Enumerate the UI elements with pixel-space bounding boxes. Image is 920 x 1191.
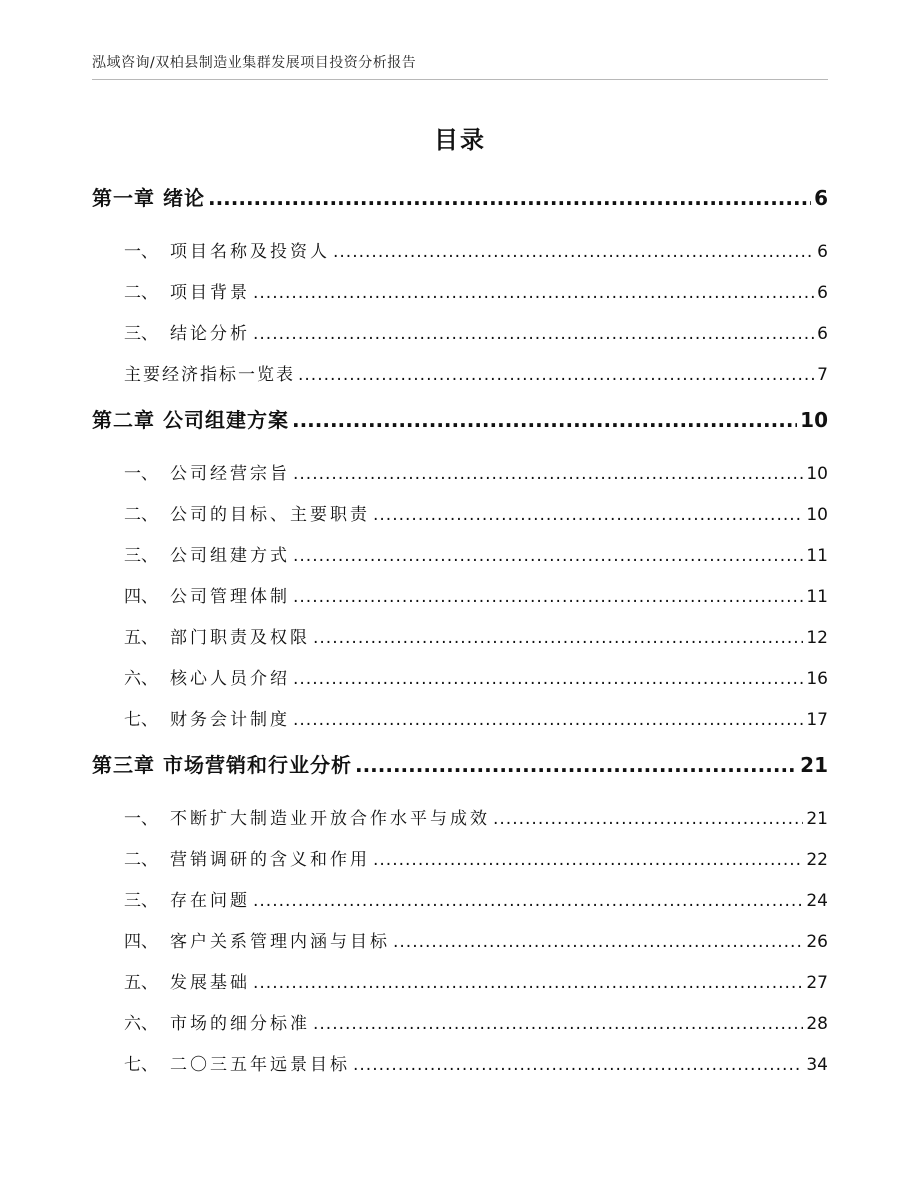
toc-entry-number: 六、 bbox=[124, 669, 158, 689]
toc-entry-text: 公司的目标、主要职责 bbox=[170, 505, 370, 525]
toc-chapter-label: 第二章 公司组建方案 bbox=[92, 408, 289, 432]
toc-dot-leader bbox=[293, 659, 803, 700]
toc-dot-leader bbox=[293, 577, 803, 618]
toc-dot-leader bbox=[333, 232, 814, 273]
toc-entry-text: 存在问题 bbox=[170, 891, 250, 911]
toc-entry-number: 二、 bbox=[124, 283, 158, 303]
toc-entry[interactable] bbox=[92, 659, 828, 700]
toc-entry-text: 项目名称及投资人 bbox=[170, 242, 330, 262]
toc-entry-number: 三、 bbox=[124, 324, 158, 344]
toc-page-number: 24 bbox=[806, 891, 828, 911]
toc-page-number: 21 bbox=[806, 809, 828, 829]
toc-chapter-2[interactable] bbox=[92, 402, 828, 438]
toc-page-number: 17 bbox=[806, 710, 828, 730]
toc-entry-text: 结论分析 bbox=[170, 324, 250, 344]
toc-dot-leader bbox=[253, 881, 803, 922]
toc-dot-leader bbox=[292, 402, 797, 438]
toc-entry-text: 客户关系管理内涵与目标 bbox=[170, 932, 390, 952]
toc-dot-leader bbox=[293, 536, 803, 577]
toc-dot-leader bbox=[253, 273, 814, 314]
toc-entry-text: 公司管理体制 bbox=[170, 587, 290, 607]
toc-entry[interactable] bbox=[92, 618, 828, 659]
toc-page-number: 26 bbox=[806, 932, 828, 952]
toc-dot-leader bbox=[293, 454, 803, 495]
toc-entry[interactable] bbox=[92, 881, 828, 922]
toc-entry-number: 五、 bbox=[124, 628, 158, 648]
toc-entry[interactable] bbox=[92, 273, 828, 314]
toc-page-number: 6 bbox=[817, 242, 828, 262]
toc-entry[interactable] bbox=[92, 963, 828, 1004]
toc-entry[interactable] bbox=[92, 232, 828, 273]
toc-page-number: 6 bbox=[817, 324, 828, 344]
toc-page-number: 6 bbox=[817, 283, 828, 303]
toc-dot-leader bbox=[313, 618, 803, 659]
toc-entry[interactable] bbox=[92, 536, 828, 577]
toc-entry-text: 不断扩大制造业开放合作水平与成效 bbox=[170, 809, 490, 829]
toc-entry[interactable] bbox=[92, 700, 828, 741]
toc-page-number: 11 bbox=[806, 587, 828, 607]
toc-entry-text: 财务会计制度 bbox=[170, 710, 290, 730]
toc-dot-leader bbox=[253, 963, 803, 1004]
toc-page-number: 6 bbox=[814, 186, 828, 210]
toc-dot-leader bbox=[253, 314, 814, 355]
toc-title: 目录 bbox=[434, 126, 486, 154]
toc-dot-leader bbox=[373, 840, 803, 881]
toc-entry[interactable] bbox=[92, 1045, 828, 1086]
toc-page-number: 21 bbox=[800, 753, 828, 777]
toc-entry[interactable] bbox=[92, 314, 828, 355]
toc-entry[interactable] bbox=[92, 840, 828, 881]
toc-entry-number: 一、 bbox=[124, 242, 158, 262]
toc-entry-number: 五、 bbox=[124, 973, 158, 993]
toc-entry[interactable] bbox=[92, 1004, 828, 1045]
toc-dot-leader bbox=[298, 355, 814, 396]
toc-entry-number: 一、 bbox=[124, 464, 158, 484]
toc-dot-leader bbox=[313, 1004, 803, 1045]
toc-entry[interactable] bbox=[92, 454, 828, 495]
toc-dot-leader bbox=[353, 1045, 803, 1086]
toc-entry-number: 一、 bbox=[124, 809, 158, 829]
toc-entry-text: 二〇三五年远景目标 bbox=[170, 1055, 350, 1075]
toc-dot-leader bbox=[373, 495, 803, 536]
toc-entry-number: 二、 bbox=[124, 850, 158, 870]
toc-chapter-label: 第一章 绪论 bbox=[92, 186, 205, 210]
toc-page-number: 16 bbox=[806, 669, 828, 689]
toc-entry-text: 核心人员介绍 bbox=[170, 669, 290, 689]
toc-entry[interactable] bbox=[92, 922, 828, 963]
toc-entry[interactable] bbox=[92, 355, 828, 396]
toc-entry-text: 公司经营宗旨 bbox=[170, 464, 290, 484]
toc-dot-leader bbox=[393, 922, 803, 963]
page-header: 泓域咨询/双柏县制造业集群发展项目投资分析报告 bbox=[92, 55, 417, 71]
toc-entry-text: 公司组建方式 bbox=[170, 546, 290, 566]
toc-page-number: 22 bbox=[806, 850, 828, 870]
toc-dot-leader bbox=[493, 799, 803, 840]
toc-page-number: 7 bbox=[817, 365, 828, 385]
toc-page-number: 11 bbox=[806, 546, 828, 566]
toc-entry-number: 六、 bbox=[124, 1014, 158, 1034]
toc-entry-number: 三、 bbox=[124, 891, 158, 911]
toc-page-number: 27 bbox=[806, 973, 828, 993]
toc-entry[interactable] bbox=[92, 577, 828, 618]
toc-chapter-1[interactable] bbox=[92, 180, 828, 216]
toc-chapter-label: 第三章 市场营销和行业分析 bbox=[92, 753, 352, 777]
toc-page-number: 12 bbox=[806, 628, 828, 648]
toc-page-number: 28 bbox=[806, 1014, 828, 1034]
toc-chapter-3[interactable] bbox=[92, 747, 828, 783]
toc-entry-text: 部门职责及权限 bbox=[170, 628, 310, 648]
toc-dot-leader bbox=[293, 700, 803, 741]
header-divider bbox=[92, 79, 828, 80]
toc-dot-leader bbox=[355, 747, 797, 783]
toc-entry-text: 营销调研的含义和作用 bbox=[170, 850, 370, 870]
toc-entry-number: 四、 bbox=[124, 587, 158, 607]
toc-page-number: 10 bbox=[806, 505, 828, 525]
toc-entry-number: 三、 bbox=[124, 546, 158, 566]
toc-page-number: 10 bbox=[806, 464, 828, 484]
toc-entry-text: 发展基础 bbox=[170, 973, 250, 993]
toc-entry-number: 二、 bbox=[124, 505, 158, 525]
toc-entry-number: 七、 bbox=[124, 710, 158, 730]
toc-entry[interactable] bbox=[92, 495, 828, 536]
toc-entry-text: 市场的细分标准 bbox=[170, 1014, 310, 1034]
toc-entry[interactable] bbox=[92, 799, 828, 840]
toc-entry-number: 七、 bbox=[124, 1055, 158, 1075]
toc-page-number: 34 bbox=[806, 1055, 828, 1075]
toc-entry-text: 项目背景 bbox=[170, 283, 250, 303]
toc-entry-number: 四、 bbox=[124, 932, 158, 952]
table-of-contents bbox=[92, 180, 828, 1086]
toc-page-number: 10 bbox=[800, 408, 828, 432]
toc-dot-leader bbox=[208, 180, 811, 216]
toc-entry-text: 主要经济指标一览表 bbox=[124, 365, 295, 385]
